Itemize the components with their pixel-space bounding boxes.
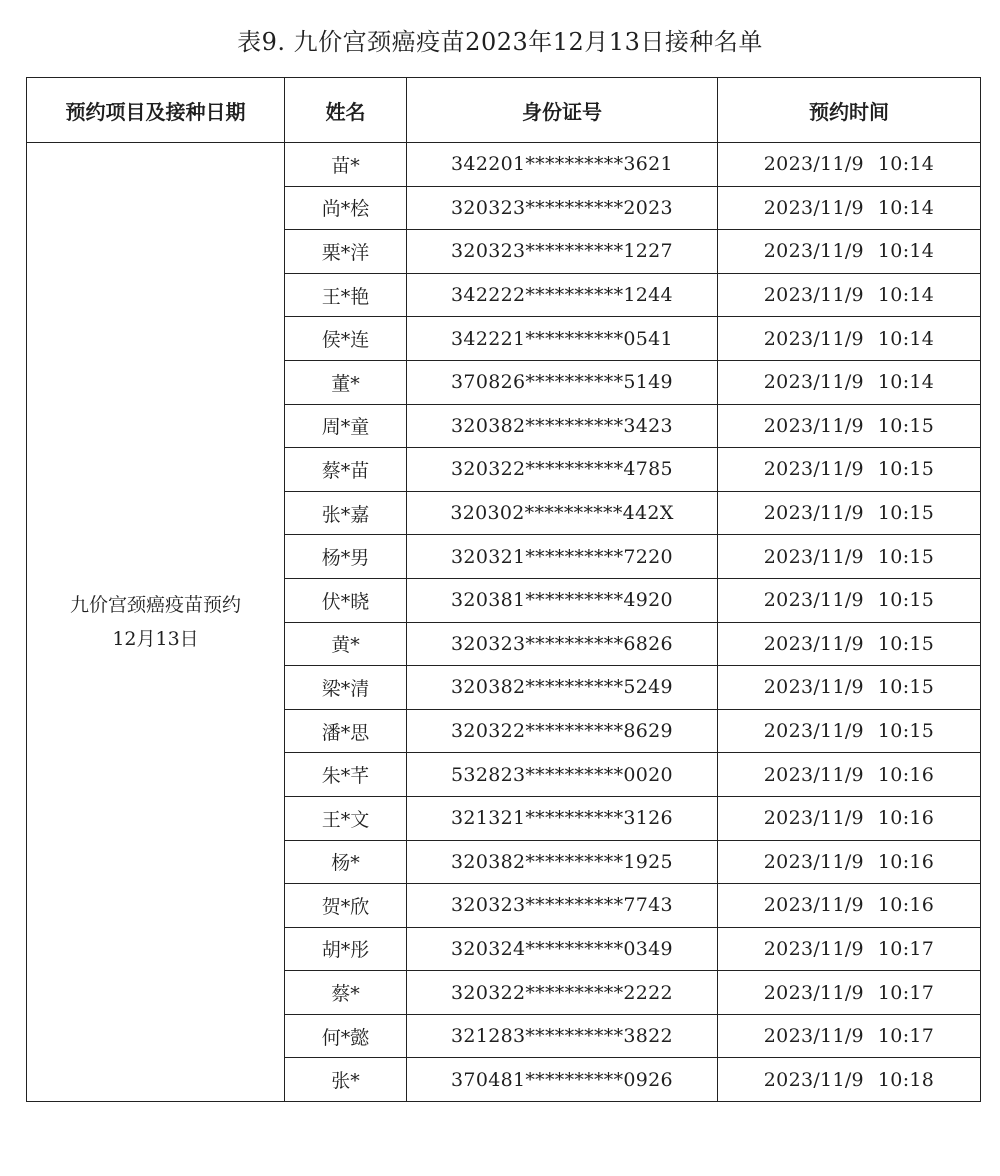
- appointment-date: 2023/11/9: [763, 1068, 864, 1091]
- appointment-date: 2023/11/9: [763, 327, 864, 350]
- appointment-time-cell: [718, 535, 981, 579]
- appointment-date: 2023/11/9: [763, 502, 864, 525]
- appointment-time-cell: [718, 360, 981, 404]
- appointment-time-cell: [718, 186, 981, 230]
- appointment-time-cell: [718, 927, 981, 971]
- header-id-number: 身份证号: [407, 78, 718, 143]
- appointment-time-cell: [718, 230, 981, 274]
- appointment-time-cell: [718, 143, 981, 187]
- vaccination-date: 12月13日: [112, 628, 199, 651]
- appointment-date: 2023/11/9: [763, 850, 864, 873]
- appointment-time-cell: [718, 273, 981, 317]
- appointment-date: 2023/11/9: [763, 196, 864, 219]
- appointment-time-cell: [718, 971, 981, 1015]
- appointment-clock: 10:14: [877, 327, 935, 350]
- appointment-clock: 10:14: [877, 284, 935, 307]
- appointment-time-cell: [718, 666, 981, 710]
- name-cell: 潘*思: [285, 709, 407, 753]
- name-cell: 杨*男: [285, 535, 407, 579]
- id-number-cell: 342221**********0541: [407, 317, 718, 361]
- name-cell: 朱*芊: [285, 753, 407, 797]
- name-cell: 蔡*苗: [285, 448, 407, 492]
- appointment-clock: 10:15: [877, 589, 935, 612]
- appointment-date: 2023/11/9: [763, 371, 864, 394]
- appointment-clock: 10:16: [877, 763, 935, 786]
- id-number-cell: 320322**********2222: [407, 971, 718, 1015]
- appointment-clock: 10:15: [877, 676, 935, 699]
- id-number-cell: 320322**********8629: [407, 709, 718, 753]
- appointment-clock: 10:15: [877, 458, 935, 481]
- id-number-cell: 321283**********3822: [407, 1014, 718, 1058]
- header-name: 姓名: [285, 78, 407, 143]
- id-number-cell: 320324**********0349: [407, 927, 718, 971]
- name-cell: 王*文: [285, 796, 407, 840]
- appointment-clock: 10:18: [877, 1068, 935, 1091]
- id-number-cell: 370826**********5149: [407, 360, 718, 404]
- appointment-date: 2023/11/9: [763, 894, 864, 917]
- name-cell: 王*艳: [285, 273, 407, 317]
- id-number-cell: 320322**********4785: [407, 448, 718, 492]
- table-row: [27, 143, 981, 187]
- name-cell: 梁*清: [285, 666, 407, 710]
- header-project-date: 预约项目及接种日期: [27, 78, 285, 143]
- name-cell: 侯*连: [285, 317, 407, 361]
- appointment-date: 2023/11/9: [763, 807, 864, 830]
- name-cell: 黄*: [285, 622, 407, 666]
- appointment-date: 2023/11/9: [763, 589, 864, 612]
- appointment-time-cell: [718, 840, 981, 884]
- appointment-date: 2023/11/9: [763, 414, 864, 437]
- id-number-cell: 320382**********1925: [407, 840, 718, 884]
- appointment-clock: 10:15: [877, 720, 935, 743]
- id-number-cell: 320323**********2023: [407, 186, 718, 230]
- appointment-clock: 10:15: [877, 414, 935, 437]
- appointment-clock: 10:14: [877, 153, 935, 176]
- id-number-cell: 342222**********1244: [407, 273, 718, 317]
- id-number-cell: 320321**********7220: [407, 535, 718, 579]
- appointment-time-cell: [718, 1058, 981, 1102]
- name-cell: 张*: [285, 1058, 407, 1102]
- appointment-date: 2023/11/9: [763, 676, 864, 699]
- name-cell: 栗*洋: [285, 230, 407, 274]
- name-cell: 蔡*: [285, 971, 407, 1015]
- id-number-cell: 320381**********4920: [407, 578, 718, 622]
- appointment-time-cell: [718, 317, 981, 361]
- appointment-time-cell: [718, 578, 981, 622]
- appointment-clock: 10:14: [877, 196, 935, 219]
- name-cell: 苗*: [285, 143, 407, 187]
- appointment-time-cell: [718, 796, 981, 840]
- name-cell: 杨*: [285, 840, 407, 884]
- appointment-clock: 10:14: [877, 371, 935, 394]
- appointment-date: 2023/11/9: [763, 763, 864, 786]
- project-name: 九价宫颈癌疫苗预约: [69, 594, 241, 617]
- appointment-clock: 10:15: [877, 502, 935, 525]
- id-number-cell: 320302**********442X: [407, 491, 718, 535]
- table-header: [27, 78, 981, 143]
- appointment-date: 2023/11/9: [763, 981, 864, 1004]
- appointment-clock: 10:16: [877, 807, 935, 830]
- appointment-time-cell: [718, 622, 981, 666]
- appointment-date: 2023/11/9: [763, 458, 864, 481]
- id-number-cell: 342201**********3621: [407, 143, 718, 187]
- appointment-time-cell: [718, 753, 981, 797]
- vaccination-roster-table: [26, 77, 981, 1102]
- id-number-cell: 320323**********1227: [407, 230, 718, 274]
- appointment-clock: 10:17: [877, 937, 935, 960]
- name-cell: 伏*晓: [285, 578, 407, 622]
- appointment-date: 2023/11/9: [763, 153, 864, 176]
- id-number-cell: 321321**********3126: [407, 796, 718, 840]
- appointment-date: 2023/11/9: [763, 937, 864, 960]
- appointment-date: 2023/11/9: [763, 284, 864, 307]
- name-cell: 尚*桧: [285, 186, 407, 230]
- id-number-cell: 320323**********7743: [407, 884, 718, 928]
- appointment-clock: 10:17: [877, 1025, 935, 1048]
- appointment-date: 2023/11/9: [763, 1025, 864, 1048]
- name-cell: 贺*欣: [285, 884, 407, 928]
- id-number-cell: 320323**********6826: [407, 622, 718, 666]
- name-cell: 何*懿: [285, 1014, 407, 1058]
- appointment-time-cell: [718, 491, 981, 535]
- name-cell: 张*嘉: [285, 491, 407, 535]
- appointment-clock: 10:17: [877, 981, 935, 1004]
- appointment-date: 2023/11/9: [763, 720, 864, 743]
- table-body: [27, 143, 981, 1102]
- appointment-time-cell: [718, 709, 981, 753]
- appointment-time-cell: [718, 448, 981, 492]
- table-title: 表9. 九价宫颈癌疫苗2023年12月13日接种名单: [237, 28, 763, 56]
- appointment-clock: 10:15: [877, 632, 935, 655]
- name-cell: 胡*彤: [285, 927, 407, 971]
- appointment-date: 2023/11/9: [763, 240, 864, 263]
- appointment-clock: 10:16: [877, 850, 935, 873]
- appointment-time-cell: [718, 884, 981, 928]
- id-number-cell: 532823**********0020: [407, 753, 718, 797]
- appointment-clock: 10:16: [877, 894, 935, 917]
- id-number-cell: 320382**********5249: [407, 666, 718, 710]
- header-row: [27, 78, 981, 143]
- appointment-date: 2023/11/9: [763, 632, 864, 655]
- name-cell: 周*童: [285, 404, 407, 448]
- project-date-cell: [27, 143, 285, 1102]
- id-number-cell: 320382**********3423: [407, 404, 718, 448]
- id-number-cell: 370481**********0926: [407, 1058, 718, 1102]
- appointment-date: 2023/11/9: [763, 545, 864, 568]
- appointment-clock: 10:15: [877, 545, 935, 568]
- name-cell: 董*: [285, 360, 407, 404]
- appointment-time-cell: [718, 404, 981, 448]
- appointment-time-cell: [718, 1014, 981, 1058]
- appointment-clock: 10:14: [877, 240, 935, 263]
- header-appointment-time: 预约时间: [718, 78, 981, 143]
